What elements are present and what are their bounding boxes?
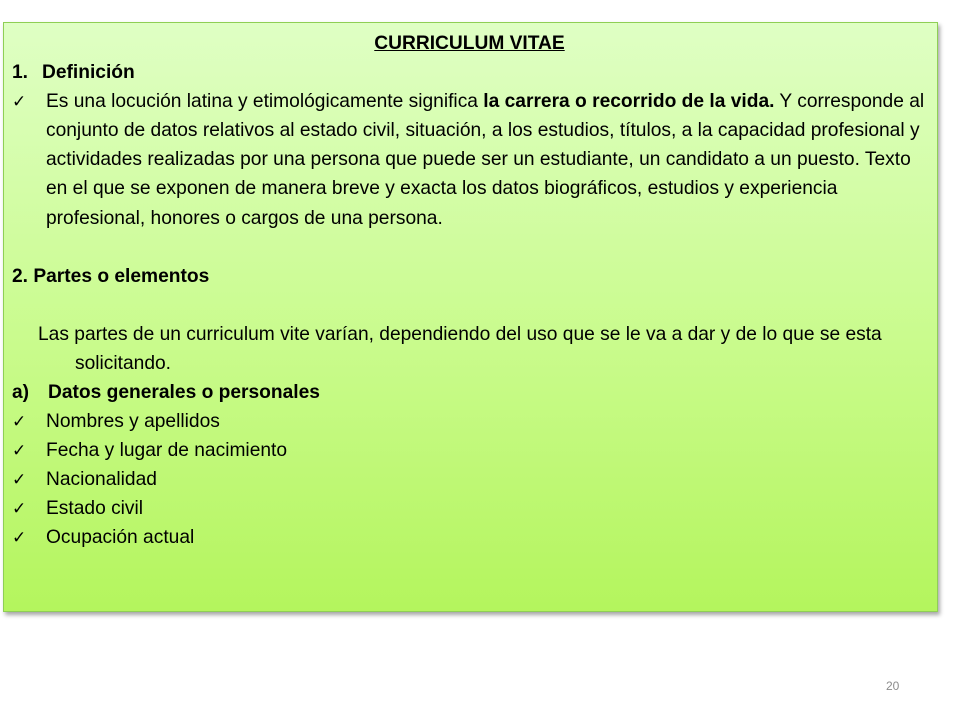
checkmark-icon: ✓ xyxy=(12,528,27,548)
checkmark-icon: ✓ xyxy=(12,441,27,461)
section-number: 1. xyxy=(12,62,29,84)
list-item xyxy=(12,465,927,494)
subsection-letter: a) xyxy=(12,381,30,403)
definition-text-end: Y corresponde al conjunto de datos relativos al estado civil, situación, a los estudios, títulos, a la capacidad profesional y actividades realizadas por una persona que puede ser un estudiante, un candidato a un puesto. Texto en el que se exponen de manera breve y exacta los datos biográficos, estudios y experiencia profesional, honores o cargos de una persona. xyxy=(46,91,925,229)
section-parts-heading: 2. Partes o elementos xyxy=(12,265,210,287)
checkmark-icon: ✓ xyxy=(12,92,27,112)
subsection-title: Datos generales o personales xyxy=(48,381,320,403)
spacer xyxy=(12,291,927,320)
list-item-text: Ocupación actual xyxy=(46,527,195,549)
spacer xyxy=(12,233,927,262)
list-item xyxy=(12,436,927,465)
list-item xyxy=(12,523,927,552)
content-box xyxy=(3,22,938,612)
slide-title: CURRICULUM VITAE xyxy=(374,33,565,54)
parts-paragraph: Las partes de un curriculum vite varían, dependiendo del uso que se le va a dar y de lo que se esta solicitando. xyxy=(38,323,882,374)
section-definition-heading xyxy=(12,58,927,87)
page-number: 20 xyxy=(886,679,900,693)
checkmark-icon: ✓ xyxy=(12,412,27,432)
definition-text-bold: la carrera o recorrido de la vida. xyxy=(483,91,775,113)
list-item xyxy=(12,494,927,523)
definition-item xyxy=(12,87,927,232)
definition-text xyxy=(46,87,927,232)
list-item-text: Fecha y lugar de nacimiento xyxy=(46,440,288,462)
checkmark-icon: ✓ xyxy=(12,499,27,519)
list-item xyxy=(12,407,927,436)
checkmark-icon: ✓ xyxy=(12,470,27,490)
subsection-heading xyxy=(12,378,927,407)
section-heading: Definición xyxy=(42,62,135,84)
definition-text-start: Es una locución latina y etimológicamente significa xyxy=(46,91,484,113)
list-item-text: Nacionalidad xyxy=(46,469,157,491)
list-item-text: Estado civil xyxy=(46,498,144,520)
list-item-text: Nombres y apellidos xyxy=(46,411,220,433)
